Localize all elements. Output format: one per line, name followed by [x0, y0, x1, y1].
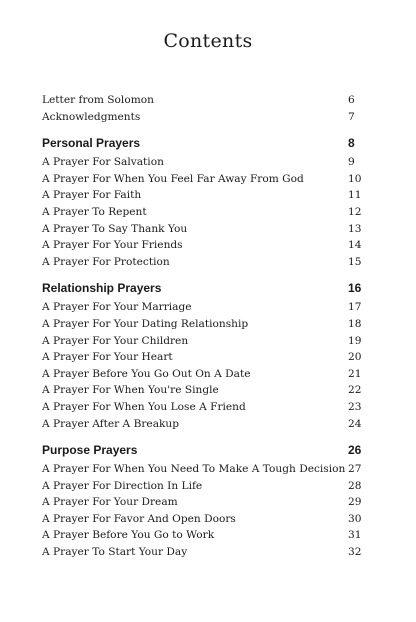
toc-entry-label: A Prayer For Salvation: [42, 156, 164, 169]
toc-entry-label: A Prayer For Your Marriage: [42, 301, 192, 314]
toc-entry-page: 7: [348, 110, 355, 123]
toc-entry-page: 32: [348, 546, 362, 559]
toc-entry[interactable]: [42, 237, 360, 254]
toc-entry[interactable]: [42, 221, 360, 238]
toc-entry[interactable]: [42, 299, 360, 316]
section-heading-label: Relationship Prayers: [42, 281, 162, 296]
toc-entry-page: 19: [348, 334, 362, 347]
section-heading[interactable]: [42, 441, 360, 459]
toc-entry[interactable]: [42, 333, 360, 350]
section-heading-page: 26: [348, 443, 362, 458]
toc-entry-label: A Prayer For When You Feel Far Away From God: [42, 172, 304, 185]
toc-entry[interactable]: [42, 416, 360, 433]
section-purpose-prayers: [42, 441, 360, 561]
toc-entry[interactable]: [42, 349, 360, 366]
toc-entry-page: 13: [348, 222, 362, 235]
toc-entry[interactable]: [42, 527, 360, 544]
toc-entry[interactable]: [42, 366, 360, 383]
section-heading-label: Personal Prayers: [42, 136, 141, 151]
toc-entry-page: 18: [348, 317, 362, 330]
toc-entry-page: 10: [348, 172, 362, 185]
toc-entry-label: A Prayer To Start Your Day: [42, 546, 188, 559]
page-title: Contents: [163, 30, 253, 52]
toc-entry-label: Letter from Solomon: [42, 94, 154, 106]
toc-entry-page: 9: [348, 156, 355, 169]
toc-entry-page: 22: [348, 384, 362, 397]
toc-entry-label: A Prayer For Your Children: [42, 334, 189, 347]
toc-entry[interactable]: [42, 254, 360, 271]
toc-entry[interactable]: [42, 171, 360, 188]
toc-entry-label: A Prayer Before You Go Out On A Date: [42, 367, 251, 380]
toc-entry-label: A Prayer To Say Thank You: [42, 222, 188, 235]
toc-entry-page: 23: [348, 400, 362, 413]
toc-entry-page: 11: [348, 189, 362, 202]
toc-entry-page: 20: [348, 351, 362, 364]
toc-entry[interactable]: [42, 187, 360, 204]
toc-entry-page: 24: [348, 417, 362, 430]
toc-entry-label: A Prayer For Direction In Life: [42, 479, 203, 492]
toc-entry-label: A Prayer For When You're Single: [42, 384, 219, 397]
section-heading-page: 16: [348, 281, 362, 296]
toc-entry-label: A Prayer For Protection: [42, 255, 170, 268]
section-personal-prayers: [42, 134, 360, 270]
toc-entry-page: 15: [348, 255, 362, 268]
toc-entry[interactable]: [42, 494, 360, 511]
toc-entry-label: A Prayer For Favor And Open Doors: [42, 512, 236, 525]
toc-entry[interactable]: [42, 544, 360, 561]
toc-entry-page: 17: [348, 301, 362, 314]
toc-entry-label: A Prayer To Repent: [42, 205, 147, 218]
section-relationship-prayers: [42, 279, 360, 432]
toc-entry-page: 29: [348, 496, 362, 509]
toc-entry-label: A Prayer For Your Dating Relationship: [42, 317, 249, 330]
toc-entry-page: 12: [348, 205, 362, 218]
toc-entry-label: A Prayer For When You Need To Make A Tough Decision: [42, 463, 346, 476]
toc-entry[interactable]: [42, 154, 360, 171]
toc-entry-page: 14: [348, 239, 362, 252]
table-of-contents: [42, 92, 360, 561]
section-heading-label: Purpose Prayers: [42, 443, 138, 458]
toc-entry[interactable]: [42, 204, 360, 221]
section-heading-page: 8: [348, 136, 355, 151]
toc-entry-page: 27: [348, 463, 362, 476]
toc-entry-page: 30: [348, 512, 362, 525]
toc-entry[interactable]: [42, 511, 360, 528]
toc-entry-page: 6: [348, 94, 355, 106]
toc-entry[interactable]: [42, 461, 360, 478]
toc-entry-label: Acknowledgments: [42, 110, 141, 123]
toc-entry-page: 31: [348, 529, 362, 542]
toc-entry[interactable]: [42, 478, 360, 495]
toc-entry[interactable]: [42, 399, 360, 416]
toc-entry-label: A Prayer After A Breakup: [42, 417, 180, 430]
toc-entry-page: 21: [348, 367, 362, 380]
toc-entry-label: A Prayer For Your Dream: [42, 496, 178, 509]
section-heading[interactable]: [42, 134, 360, 152]
toc-entry[interactable]: [42, 316, 360, 333]
toc-entry-label: A Prayer For Your Friends: [42, 239, 183, 252]
toc-entry[interactable]: [42, 92, 360, 109]
toc-entry[interactable]: [42, 382, 360, 399]
toc-entry-label: A Prayer For Your Heart: [42, 351, 173, 364]
toc-entry[interactable]: [42, 109, 360, 126]
toc-entry-label: A Prayer For When You Lose A Friend: [42, 400, 246, 413]
toc-entry-page: 28: [348, 479, 362, 492]
toc-entry-label: A Prayer Before You Go to Work: [42, 529, 215, 542]
section-heading[interactable]: [42, 279, 360, 297]
front-matter: [42, 92, 360, 125]
toc-entry-label: A Prayer For Faith: [42, 189, 142, 202]
